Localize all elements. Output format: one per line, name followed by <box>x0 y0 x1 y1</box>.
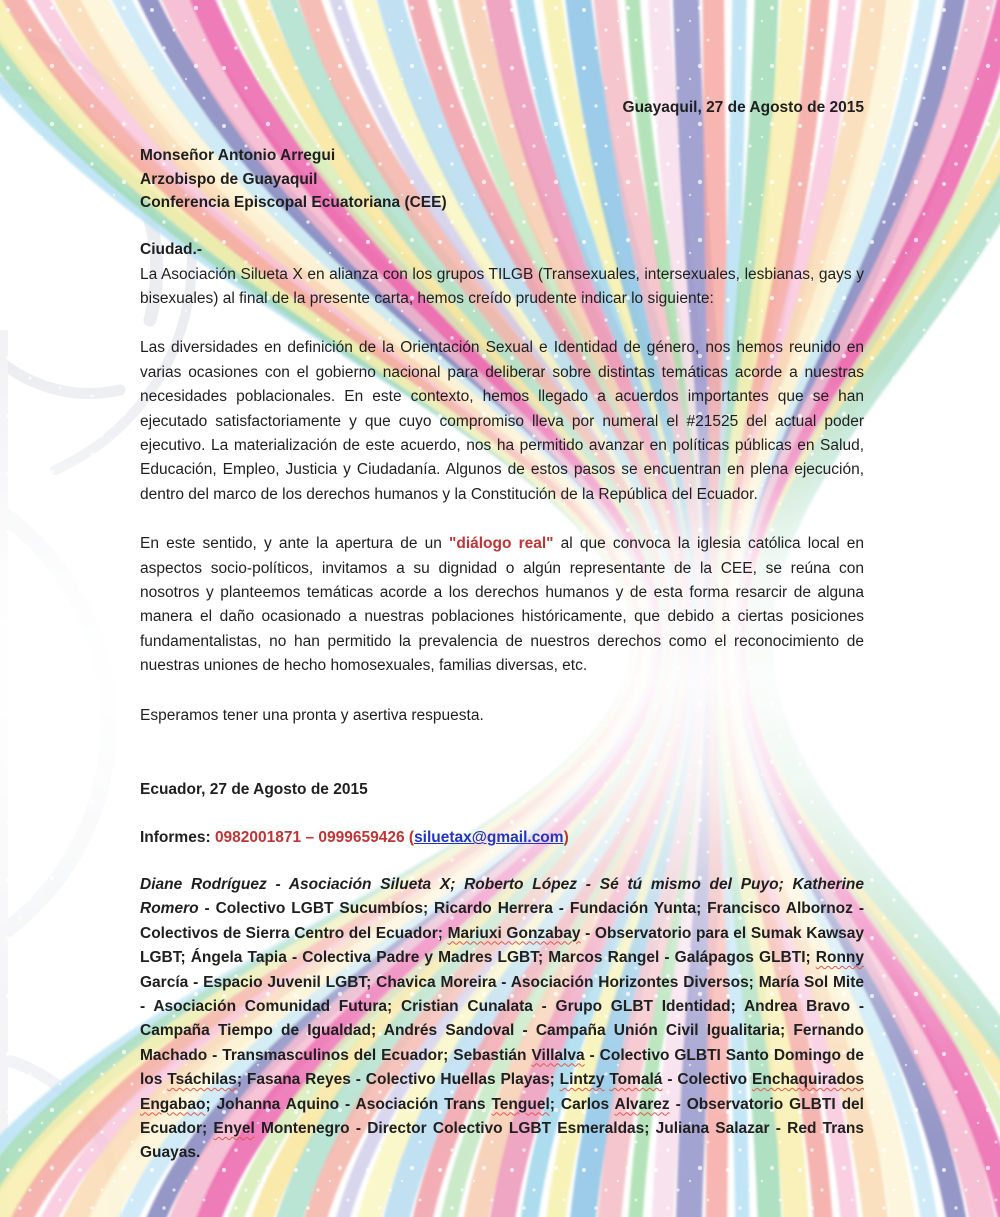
close-paren: ) <box>563 829 569 847</box>
contact-email-link[interactable]: siluetax@gmail.com <box>414 829 564 847</box>
signatory-text: ; Fasana Reyes - Colectivo Huellas Playas; <box>236 1071 560 1089</box>
body-paragraph-2 <box>140 532 864 678</box>
signatory-text: ; Carlos <box>549 1095 615 1113</box>
contact-line <box>140 826 864 850</box>
spellcheck-flagged-word: Ronny <box>815 949 864 967</box>
letter-date: Guayaquil, 27 de Agosto de 2015 <box>622 99 864 116</box>
signatory-text: Diane Rodríguez - Asociación Silueta X; Roberto López - Sé tú mismo del Puyo; Katherine Romero <box>140 875 864 918</box>
contact-label: Informes: <box>140 829 215 847</box>
open-paren: ( <box>408 829 415 847</box>
spellcheck-flagged-word: Villalva <box>531 1046 585 1064</box>
recipient-organization: Conferencia Episcopal Ecuatoriana (CEE) <box>140 193 447 211</box>
signatory-text: - Observatorio para el Sumak Kawsay LGBT; Ángela Tapia - Colectiva Padre y Madres LGBT; Marcos Rangel - Galápagos GLBTI; <box>140 924 864 967</box>
spellcheck-flagged-word: Enchaquirados <box>752 1071 864 1089</box>
contact-phones: 0982001871 – 0999659426 <box>214 829 409 847</box>
spellcheck-flagged-word: Engabao <box>140 1095 206 1113</box>
signatory-text: ; Johanna Aquino - Asociación Trans <box>205 1095 492 1113</box>
signatory-text: - Colectivo GLBTI Santo Domingo de los <box>140 1046 865 1089</box>
spellcheck-flagged-word: Tsáchilas <box>167 1071 237 1089</box>
signatory-text: García - Espacio Juvenil LGBT; Chavica Moreira - Asociación Horizontes Diversos; María Sol Mite - Asociación Comunidad Futura; Cristian Cunalata - Grupo GLBT Identidad; Andrea Bravo - Campaña Tiempo de Igualdad; Andrés Sandoval - Campaña Unión Civil Igualitaria; Fernando Machado - Transmasculinos del Ecuador; Sebastián <box>140 973 864 1064</box>
recipient-name: Monseñor Antonio Arregui <box>140 147 336 165</box>
signatory-text: Montenegro - Director Colectivo LGBT Esmeraldas; Juliana Salazar - Red Trans Guayas. <box>140 1119 864 1162</box>
dialogo-real-highlight: "diálogo real" <box>449 535 554 553</box>
paragraph2-text-before: En este sentido, y ante la apertura de un <box>140 535 449 553</box>
spellcheck-flagged-word: Lintzy <box>559 1071 605 1089</box>
spellcheck-flagged-word: Alvarez <box>614 1095 670 1113</box>
recipient-title: Arzobispo de Guayaquil <box>140 170 318 188</box>
body-paragraph-1: Las diversidades en definición de la Orientación Sexual e Identidad de género, nos hemos reunido en varias ocasiones con el gobierno nacional para deliberar sobre distintas temáticas acorde a nuestras necesidades poblacionales. En este contexto, hemos llegado a acuerdos importantes que se han ejecutado satisfactoriamente y que cuyo compromiso lleva por numeral el #21525 del actual poder ejecutivo. La materialización de este acuerdo, nos ha permitido avanzar en políticas públicas en Salud, Educación, Empleo, Justicia y Ciudadanía. Algunos de estos pasos se encuentran en plena ejecución, dentro del marco de los derechos humanos y la Constitución de la República del Ecuador. <box>140 339 864 503</box>
spellcheck-flagged-word: Tomalá <box>609 1071 663 1089</box>
spellcheck-flagged-word: Enyel <box>213 1119 255 1137</box>
signatory-text: - Observatorio GLBTI del Ecuador; <box>140 1095 864 1137</box>
spellcheck-flagged-word: Tenguel <box>491 1095 550 1113</box>
recipient-block <box>140 144 864 214</box>
place-date-line: Ecuador, 27 de Agosto de 2015 <box>140 781 368 799</box>
paragraph2-text-after: al que convoca la iglesia católica local en aspectos socio-políticos, invitamos a su dignidad o algún representante de la CEE, se reúna con nosotros y planteemos temáticas acorde a los derechos humanos y de esta forma resarcir de alguna manera el daño ocasionado a nuestras poblaciones históricamente, que debido a ciertas posiciones fundamentalistas, no han permitido la prevalencia de nuestros derechos como el reconocimiento de nuestras uniones de hecho homosexuales, familias diversas, etc. <box>140 535 864 675</box>
spellcheck-flagged-word: Mariuxi Gonzabay <box>447 924 581 942</box>
city-line: Ciudad.- <box>140 241 202 259</box>
signatories-paragraph <box>140 873 864 1166</box>
intro-paragraph: La Asociación Silueta X en alianza con los grupos TILGB (Transexuales, intersexuales, lesbianas, gays y bisexuales) al final de la presente carta, hemos creído prudente indicar lo siguiente: <box>140 265 864 307</box>
closing-line: Esperamos tener una pronta y asertiva respuesta. <box>140 706 484 724</box>
letter-content <box>140 96 864 1181</box>
signatory-text: - Colectivo LGBT Sucumbíos; Ricardo Herrera - Fundación Yunta; Francisco Albornoz - Colectivos de Sierra Centro del Ecuador; <box>140 900 864 942</box>
signatory-text: - Colectivo <box>662 1071 753 1089</box>
